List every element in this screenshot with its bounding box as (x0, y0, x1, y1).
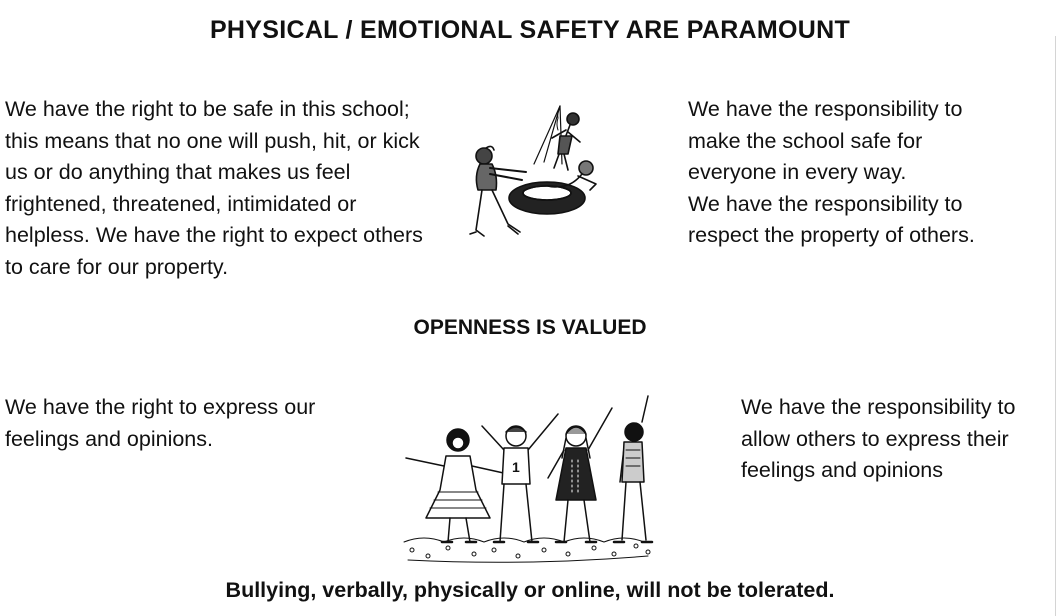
svg-text:1: 1 (512, 459, 520, 475)
anti-bullying-statement: Bullying, verbally, physically or online, will not be tolerated. (225, 578, 835, 602)
safety-rights-paragraph: We have the right to be safe in this school; this means that no one will push, hit, or kick us or do anything that makes us feel frightened, threatened, intimidated or helpless. We have the right to expect others to care for our property. (5, 97, 423, 279)
children-on-tire-swing-illustration (462, 102, 612, 244)
openness-responsibilities-paragraph: We have the responsibility to allow others to express their feelings and opinions (741, 395, 1016, 482)
openness-rights-paragraph: We have the right to express our feelings and opinions. (5, 395, 316, 451)
page-border-line (1055, 36, 1056, 616)
section-heading-openness: OPENNESS IS VALUED (413, 316, 647, 339)
safety-responsibilities-paragraph: We have the responsibility to make the school safe for everyone in every way. We have the responsibility to respect the property of others. (688, 97, 975, 247)
children-waving-illustration (398, 392, 656, 578)
page-title: PHYSICAL / EMOTIONAL SAFETY ARE PARAMOUNT (209, 16, 851, 44)
